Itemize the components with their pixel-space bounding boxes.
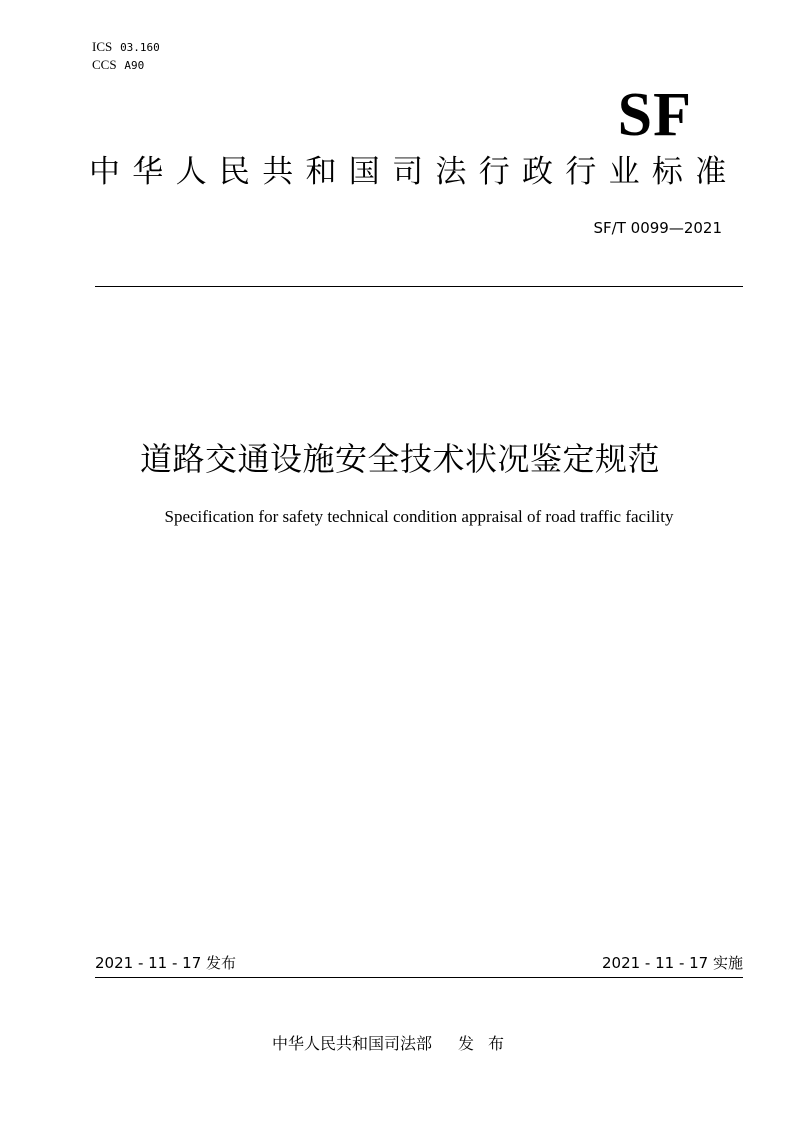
issue-date: 2021 - 11 - 17 发布	[95, 954, 237, 972]
document-title-en: Specification for safety technical condition appraisal of road traffic facility	[164, 507, 674, 526]
publisher-line	[272, 1033, 518, 1055]
standard-category: 中华人民共和国司法行政行业标准	[89, 154, 739, 190]
ics-label: ICS	[92, 39, 113, 54]
classification-codes	[92, 38, 160, 74]
ccs-code	[92, 56, 160, 74]
standard-number: SF/T 0099—2021	[593, 219, 722, 237]
ics-code	[92, 38, 160, 56]
ccs-label: CCS	[92, 57, 117, 72]
publisher-name: 中华人民共和国司法部	[272, 1034, 433, 1053]
document-title-zh: 道路交通设施安全技术状况鉴定规范	[139, 440, 660, 478]
effective-date: 2021 - 11 - 17 实施	[601, 954, 743, 972]
sf-logo: SF	[617, 81, 692, 149]
header-divider	[95, 286, 743, 287]
publish-action: 发布	[458, 1034, 519, 1053]
footer-divider	[95, 977, 743, 978]
ccs-value: A90	[124, 59, 145, 72]
ics-value: 03.160	[120, 41, 160, 54]
